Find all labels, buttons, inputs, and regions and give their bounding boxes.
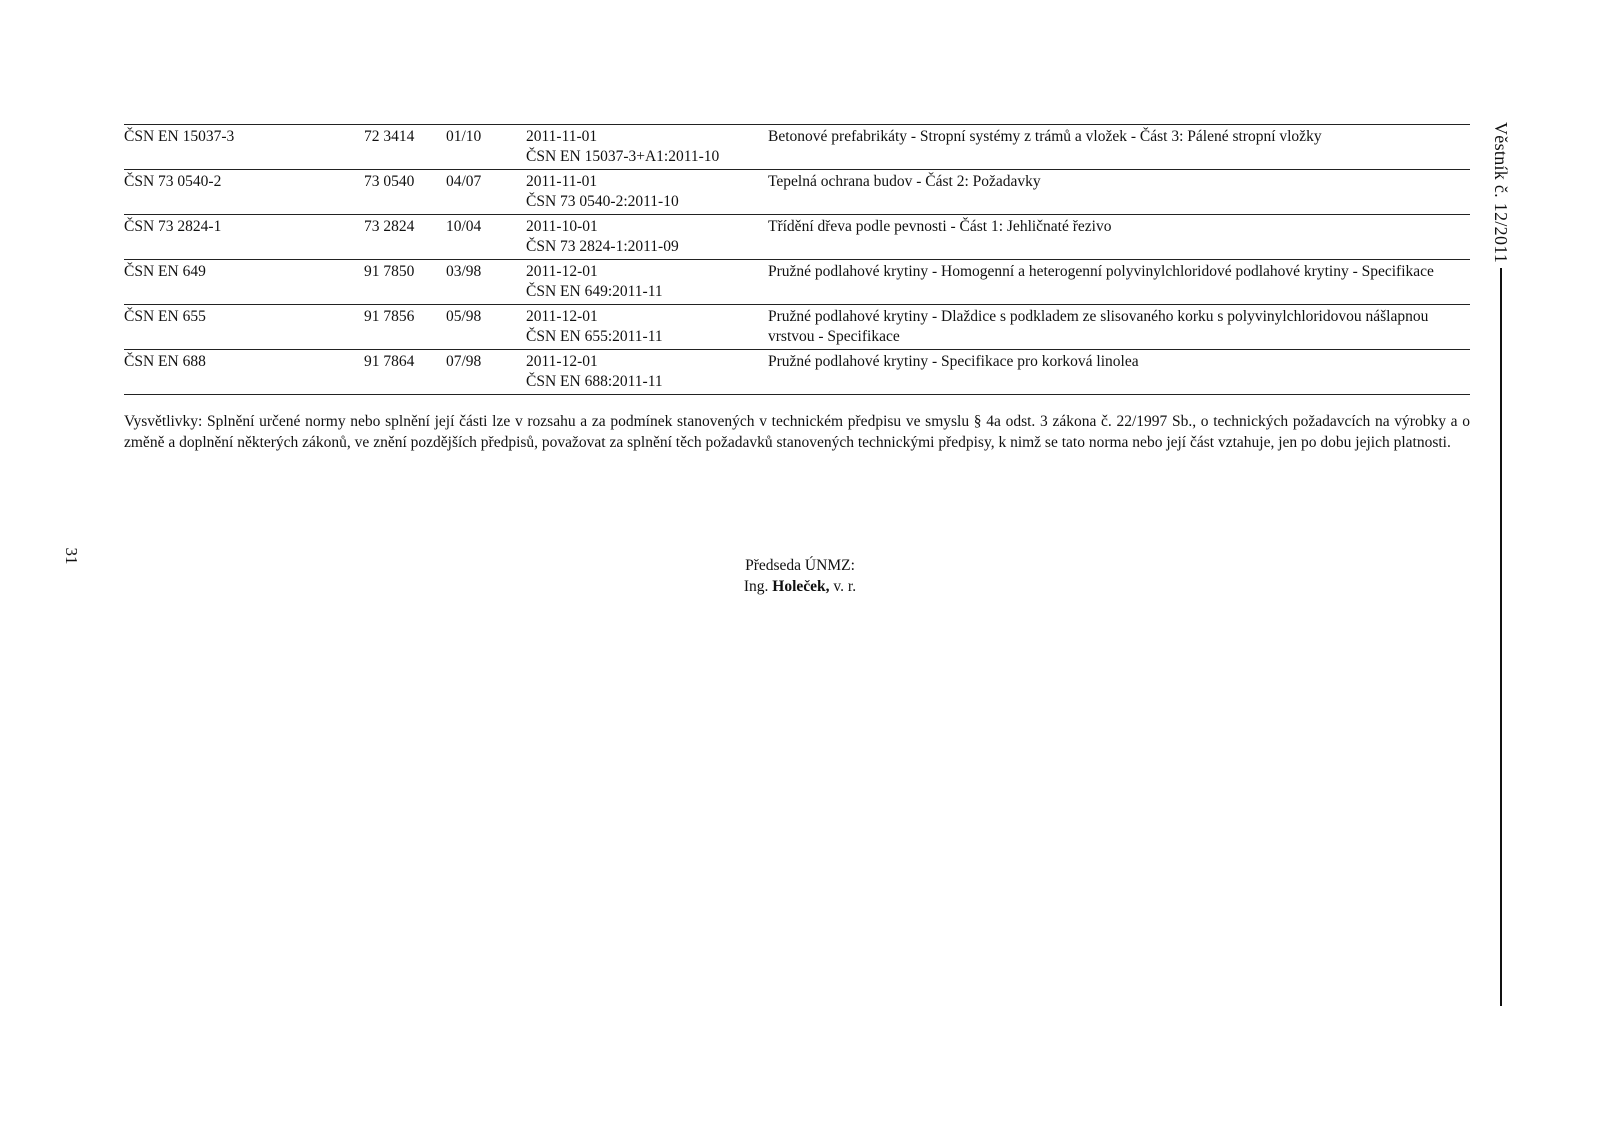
bulletin-reference: 07/98 <box>446 353 482 370</box>
classification-mark: 91 7856 <box>364 308 415 325</box>
bulletin-reference: 01/10 <box>446 128 482 145</box>
cancellation-date: 2011-11-01 <box>526 173 598 190</box>
explanatory-note: Vysvětlivky: Splnění určené normy nebo splnění její části lze v rozsahu a za podmínek stanovených v technickém předpisu ve smyslu § 4a odst. 3 zákona č. 22/1997 Sb., o technických požadavcích na výrobky a o změně a doplnění některých zákonů, ve znění pozdějších předpisů, považovat za splnění těch požadavků stanovených technickými předpisy, k nimž se tato norma nebo její část vztahuje, jen po dobu jejich platnosti. <box>124 413 1470 451</box>
cancellation-date-cell <box>526 215 768 260</box>
classification-mark: 73 0540 <box>364 173 415 190</box>
signature-prefix: Ing. <box>743 577 769 595</box>
table-row <box>124 215 1470 260</box>
standard-code: ČSN EN 655 <box>124 308 206 325</box>
standard-code-cell <box>124 260 364 305</box>
standard-title-cell <box>768 215 1470 260</box>
standard-code-cell <box>124 170 364 215</box>
cancellation-date: 2011-12-01 <box>526 263 598 280</box>
bulletin-reference: 10/04 <box>446 218 482 235</box>
classification-mark-cell <box>364 350 446 395</box>
standard-title-cell <box>768 260 1470 305</box>
page-number: 31 <box>62 547 81 565</box>
bulletin-reference: 05/98 <box>446 308 482 325</box>
bulletin-reference: 03/98 <box>446 263 482 280</box>
bulletin-reference-cell <box>446 170 526 215</box>
signature-block <box>650 556 950 597</box>
classification-mark-cell <box>364 125 446 170</box>
standard-code-cell <box>124 215 364 260</box>
standard-code: ČSN EN 649 <box>124 263 206 280</box>
bulletin-reference-cell <box>446 215 526 260</box>
cancellation-date: 2011-12-01 <box>526 308 598 325</box>
table-row <box>124 260 1470 305</box>
side-divider <box>1500 268 1502 1006</box>
cancellation-date: 2011-12-01 <box>526 353 598 370</box>
standard-code: ČSN EN 15037-3 <box>124 128 235 145</box>
classification-mark: 73 2824 <box>364 218 415 235</box>
cancellation-date-cell <box>526 350 768 395</box>
cancellation-date-cell <box>526 125 768 170</box>
cancellation-date-cell <box>526 170 768 215</box>
signature-role: Předseda ÚNMZ: <box>745 557 855 574</box>
classification-mark: 72 3414 <box>364 128 415 145</box>
standard-title: Pružné podlahové krytiny - Specifikace pro korková linolea <box>768 353 1139 370</box>
bulletin-reference-cell <box>446 350 526 395</box>
replacement-standard: ČSN EN 655:2011-11 <box>526 328 663 345</box>
standard-title: Betonové prefabrikáty - Stropní systémy z trámů a vložek - Část 3: Pálené stropní vložky <box>768 128 1322 145</box>
signature-line <box>650 577 950 598</box>
cancellation-date-cell <box>526 305 768 350</box>
table-row <box>124 305 1470 350</box>
replacement-standard: ČSN 73 2824-1:2011-09 <box>526 238 679 255</box>
table-body <box>124 125 1470 395</box>
standard-code-cell <box>124 125 364 170</box>
bulletin-reference-cell <box>446 125 526 170</box>
standard-title-cell <box>768 170 1470 215</box>
standard-code: ČSN EN 688 <box>124 353 206 370</box>
table-row <box>124 350 1470 395</box>
cancellation-date: 2011-11-01 <box>526 128 598 145</box>
classification-mark-cell <box>364 260 446 305</box>
classification-mark-cell <box>364 305 446 350</box>
standard-title-cell <box>768 125 1470 170</box>
bulletin-reference: 04/07 <box>446 173 482 190</box>
signature-suffix: v. r. <box>833 577 857 595</box>
standard-title: Třídění dřeva podle pevnosti - Část 1: Jehličnaté řezivo <box>768 218 1112 235</box>
replacement-standard: ČSN 73 0540-2:2011-10 <box>526 193 679 210</box>
classification-mark-cell <box>364 215 446 260</box>
bulletin-reference-cell <box>446 260 526 305</box>
running-header: Věstník č. 12/2011 <box>1491 122 1511 264</box>
standard-code: ČSN 73 0540-2 <box>124 173 222 190</box>
table-row <box>124 125 1470 170</box>
standard-title: Pružné podlahové krytiny - Dlaždice s podkladem ze slisovaného korku s polyvinylchloridovou nášlapnou vrstvou - Specifikace <box>768 308 1429 345</box>
bulletin-reference-cell <box>446 305 526 350</box>
standard-code-cell <box>124 305 364 350</box>
standards-table <box>124 124 1470 395</box>
standard-code: ČSN 73 2824-1 <box>124 218 222 235</box>
replacement-standard: ČSN EN 688:2011-11 <box>526 373 663 390</box>
standard-title: Pružné podlahové krytiny - Homogenní a heterogenní polyvinylchloridové podlahové krytiny - Specifikace <box>768 263 1434 280</box>
classification-mark: 91 7850 <box>364 263 415 280</box>
replacement-standard: ČSN EN 649:2011-11 <box>526 283 663 300</box>
cancellation-date: 2011-10-01 <box>526 218 598 235</box>
cancellation-date-cell <box>526 260 768 305</box>
classification-mark-cell <box>364 170 446 215</box>
replacement-standard: ČSN EN 15037-3+A1:2011-10 <box>526 148 720 165</box>
standard-title-cell <box>768 305 1470 350</box>
classification-mark: 91 7864 <box>364 353 415 370</box>
signature-name: Holeček, <box>772 577 830 595</box>
standard-code-cell <box>124 350 364 395</box>
table-row <box>124 170 1470 215</box>
standard-title-cell <box>768 350 1470 395</box>
standard-title: Tepelná ochrana budov - Část 2: Požadavky <box>768 173 1041 190</box>
